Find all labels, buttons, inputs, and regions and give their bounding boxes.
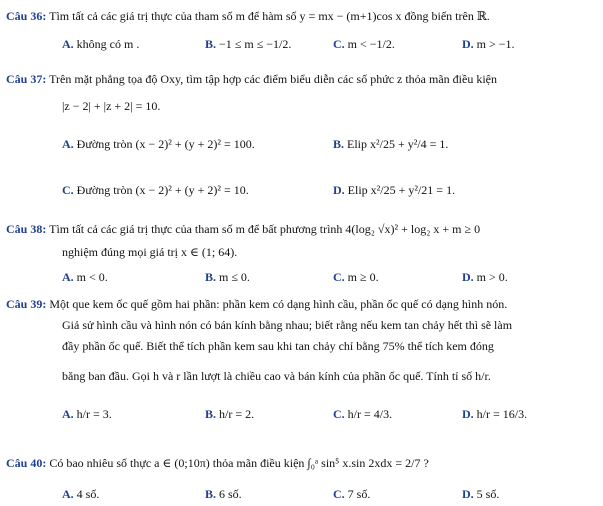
question-text-cont: đầy phần ốc quế. Biết thể tích phần kem sau khi tan chảy chỉ bằng 75% thể tích kem đóng — [62, 339, 494, 353]
question-36 — [6, 8, 490, 24]
option-d[interactable]: D. h/r = 16/3. — [462, 407, 528, 421]
option-a[interactable]: A. 4 số. — [62, 487, 100, 501]
question-label: Câu 36: — [6, 9, 47, 23]
option-b[interactable]: B. h/r = 2. — [205, 407, 255, 421]
option-b[interactable]: B. −1 ≤ m ≤ −1/2. — [205, 37, 292, 51]
option-d[interactable]: D. m > 0. — [462, 270, 508, 284]
option-d[interactable]: D. m > −1. — [462, 37, 515, 51]
question-text-cont: nghiệm đúng mọi giá trị x ∈ (1; 64). — [62, 245, 238, 259]
question-text-cont: băng ban đầu. Gọi h và r lần lượt là chiều cao và bán kính của phần ốc quế. Tính tỉ số h/r. — [62, 369, 491, 383]
option-b[interactable]: B. m ≤ 0. — [205, 270, 250, 284]
option-b[interactable]: B. 6 số. — [205, 487, 242, 501]
option-c[interactable]: C. h/r = 4/3. — [333, 407, 393, 421]
question-text: Tìm tất cả các giá trị thực của tham số m để bất phương trình 4(log₂ √x)² + log₂ x + m ≥ 0 — [49, 222, 481, 236]
question-text: Có bao nhiêu số thực a ∈ (0;10π) thỏa mãn điều kiện ∫₀ᵃ sin⁵ x.sin 2xdx = 2/7 ? — [49, 456, 429, 470]
option-c[interactable]: C. m ≥ 0. — [333, 270, 379, 284]
question-38 — [6, 221, 480, 237]
question-label: Câu 39: — [6, 297, 47, 311]
option-d[interactable]: D. Elip x²/25 + y²/21 = 1. — [333, 183, 456, 197]
question-37 — [6, 71, 497, 87]
question-text: Trên mặt phẳng tọa độ Oxy, tìm tập hợp các điểm biểu diễn các số phức z thỏa mãn điều kiện — [49, 72, 497, 86]
option-d[interactable]: D. 5 số. — [462, 487, 500, 501]
question-text-cont: |z − 2| + |z + 2| = 10. — [62, 99, 161, 113]
question-label: Câu 37: — [6, 72, 47, 86]
option-c[interactable]: C. Đường tròn (x − 2)² + (y + 2)² = 10. — [62, 183, 249, 197]
question-text-cont: Giả sử hình cầu và hình nón có bán kính bằng nhau; biết rằng nếu kem tan chảy hết thì sẽ làm — [62, 318, 513, 332]
option-b[interactable]: B. Elip x²/25 + y²/4 = 1. — [333, 137, 449, 151]
question-40 — [6, 455, 429, 471]
option-a[interactable]: A. h/r = 3. — [62, 407, 112, 421]
question-text: Một que kem ốc quế gồm hai phần: phần kem có dạng hình cầu, phần ốc quế có dạng hình nón. — [49, 297, 508, 311]
question-text: Tìm tất cả các giá trị thực của tham số m để hàm số y = mx − (m+1)cos x đồng biến trên ℝ. — [49, 9, 490, 23]
question-label: Câu 38: — [6, 222, 47, 236]
option-a[interactable]: A. m < 0. — [62, 270, 108, 284]
option-c[interactable]: C. m < −1/2. — [333, 37, 395, 51]
question-39 — [6, 296, 507, 312]
option-c[interactable]: C. 7 số. — [333, 487, 371, 501]
question-label: Câu 40: — [6, 456, 47, 470]
option-a[interactable]: A. Đường tròn (x − 2)² + (y + 2)² = 100. — [62, 137, 255, 151]
option-a[interactable]: A. không có m . — [62, 37, 140, 51]
